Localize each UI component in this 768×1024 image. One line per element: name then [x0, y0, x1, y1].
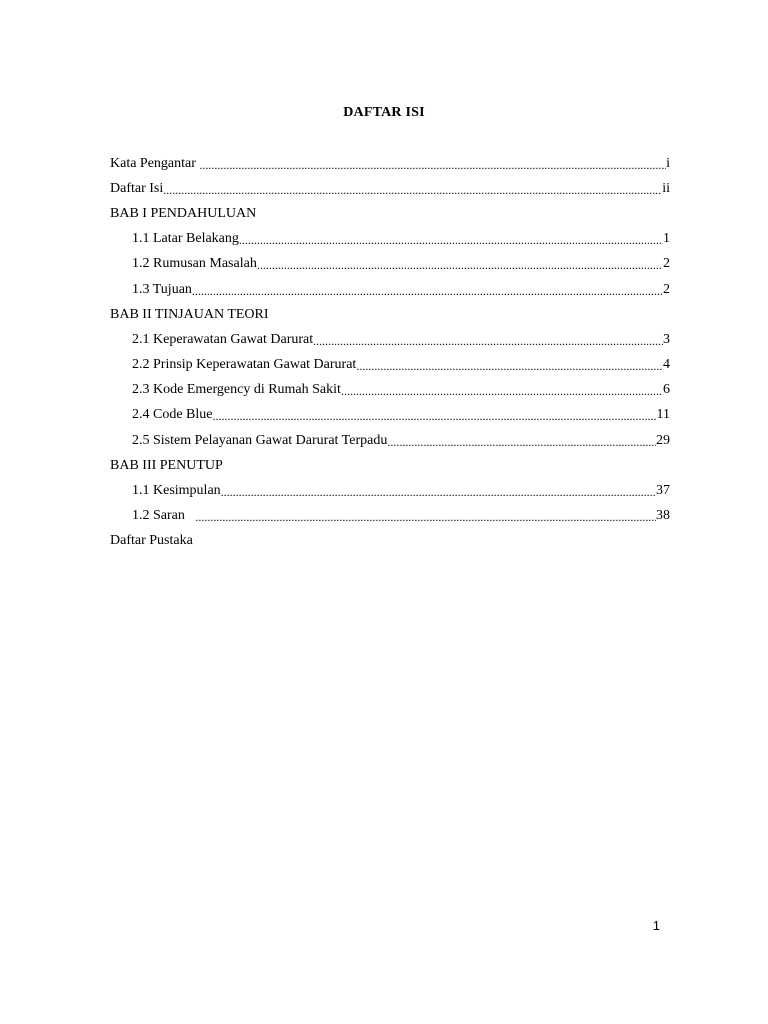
toc-dot-leader: [221, 485, 656, 499]
toc-entry: [110, 504, 670, 529]
toc-entry-label: 2.3 Kode Emergency di Rumah Sakit: [132, 382, 341, 398]
toc-entry: [110, 277, 670, 302]
toc-entry: [110, 403, 670, 428]
toc-entry: [110, 151, 670, 176]
toc-heading: [110, 529, 670, 554]
toc-entry-page: 37: [656, 483, 670, 499]
toc-entry-page: 11: [656, 407, 670, 423]
page-title: DAFTAR ISI: [343, 105, 425, 120]
toc-entry-page: 1: [663, 231, 670, 247]
toc-entry-label: 1.2 Saran: [132, 508, 196, 524]
toc-dot-leader: [313, 334, 663, 348]
toc-dot-leader: [163, 183, 662, 197]
toc-entry-label: 2.5 Sistem Pelayanan Gawat Darurat Terpadu: [132, 432, 388, 448]
toc-dot-leader: [192, 284, 663, 298]
toc-entry: [110, 378, 670, 403]
toc-entry: [110, 327, 670, 352]
toc-entry-page: 3: [663, 331, 670, 347]
toc-entry-label: 2.1 Keperawatan Gawat Darurat: [132, 331, 314, 347]
toc-entry-label: 1.2 Rumusan Masalah: [132, 256, 257, 272]
toc-dot-leader: [213, 409, 657, 423]
toc-entry-label: 2.2 Prinsip Keperawatan Gawat Darurat: [132, 357, 357, 373]
toc-dot-leader: [257, 258, 663, 272]
toc-dot-leader: [341, 384, 663, 398]
toc-entry-label: Daftar Pustaka: [110, 533, 193, 549]
toc-entry-page: 2: [663, 281, 670, 297]
toc-entry: [110, 252, 670, 277]
toc-entry: [110, 478, 670, 503]
toc-entry: [110, 227, 670, 252]
toc-entry-label: Daftar Isi: [110, 180, 164, 196]
toc-entry-page: 6: [663, 382, 670, 398]
toc-dot-leader: [199, 158, 666, 172]
toc-entry-page: 38: [656, 508, 670, 524]
toc-entry-label: 1.1 Kesimpulan: [132, 483, 221, 499]
toc-entry-label: 2.4 Code Blue: [132, 407, 213, 423]
toc-heading: [110, 453, 670, 478]
toc-entry-label: BAB III PENUTUP: [110, 457, 223, 473]
toc-dot-leader: [239, 233, 663, 247]
toc-heading: [110, 201, 670, 226]
page-number: 1: [652, 918, 660, 933]
toc-heading: [110, 302, 670, 327]
toc-entry-page: 4: [663, 357, 670, 373]
toc-entry-label: 1.3 Tujuan: [132, 281, 192, 297]
toc-entry-label: 1.1 Latar Belakang: [132, 231, 239, 247]
toc-entry-label: BAB I PENDAHULUAN: [110, 205, 257, 221]
toc-entry: [110, 428, 670, 453]
toc-entry: [110, 176, 670, 201]
table-of-contents: [110, 151, 670, 554]
toc-entry-page: i: [666, 155, 670, 171]
toc-dot-leader: [356, 359, 663, 373]
toc-dot-leader: [387, 435, 656, 449]
toc-entry-page: ii: [662, 180, 670, 196]
toc-entry-page: 29: [656, 432, 670, 448]
toc-entry-page: 2: [663, 256, 670, 272]
toc-entry-label: BAB II TINJAUAN TEORI: [110, 306, 269, 322]
toc-dot-leader: [195, 510, 656, 524]
toc-entry-label: Kata Pengantar: [110, 155, 200, 171]
toc-entry: [110, 353, 670, 378]
